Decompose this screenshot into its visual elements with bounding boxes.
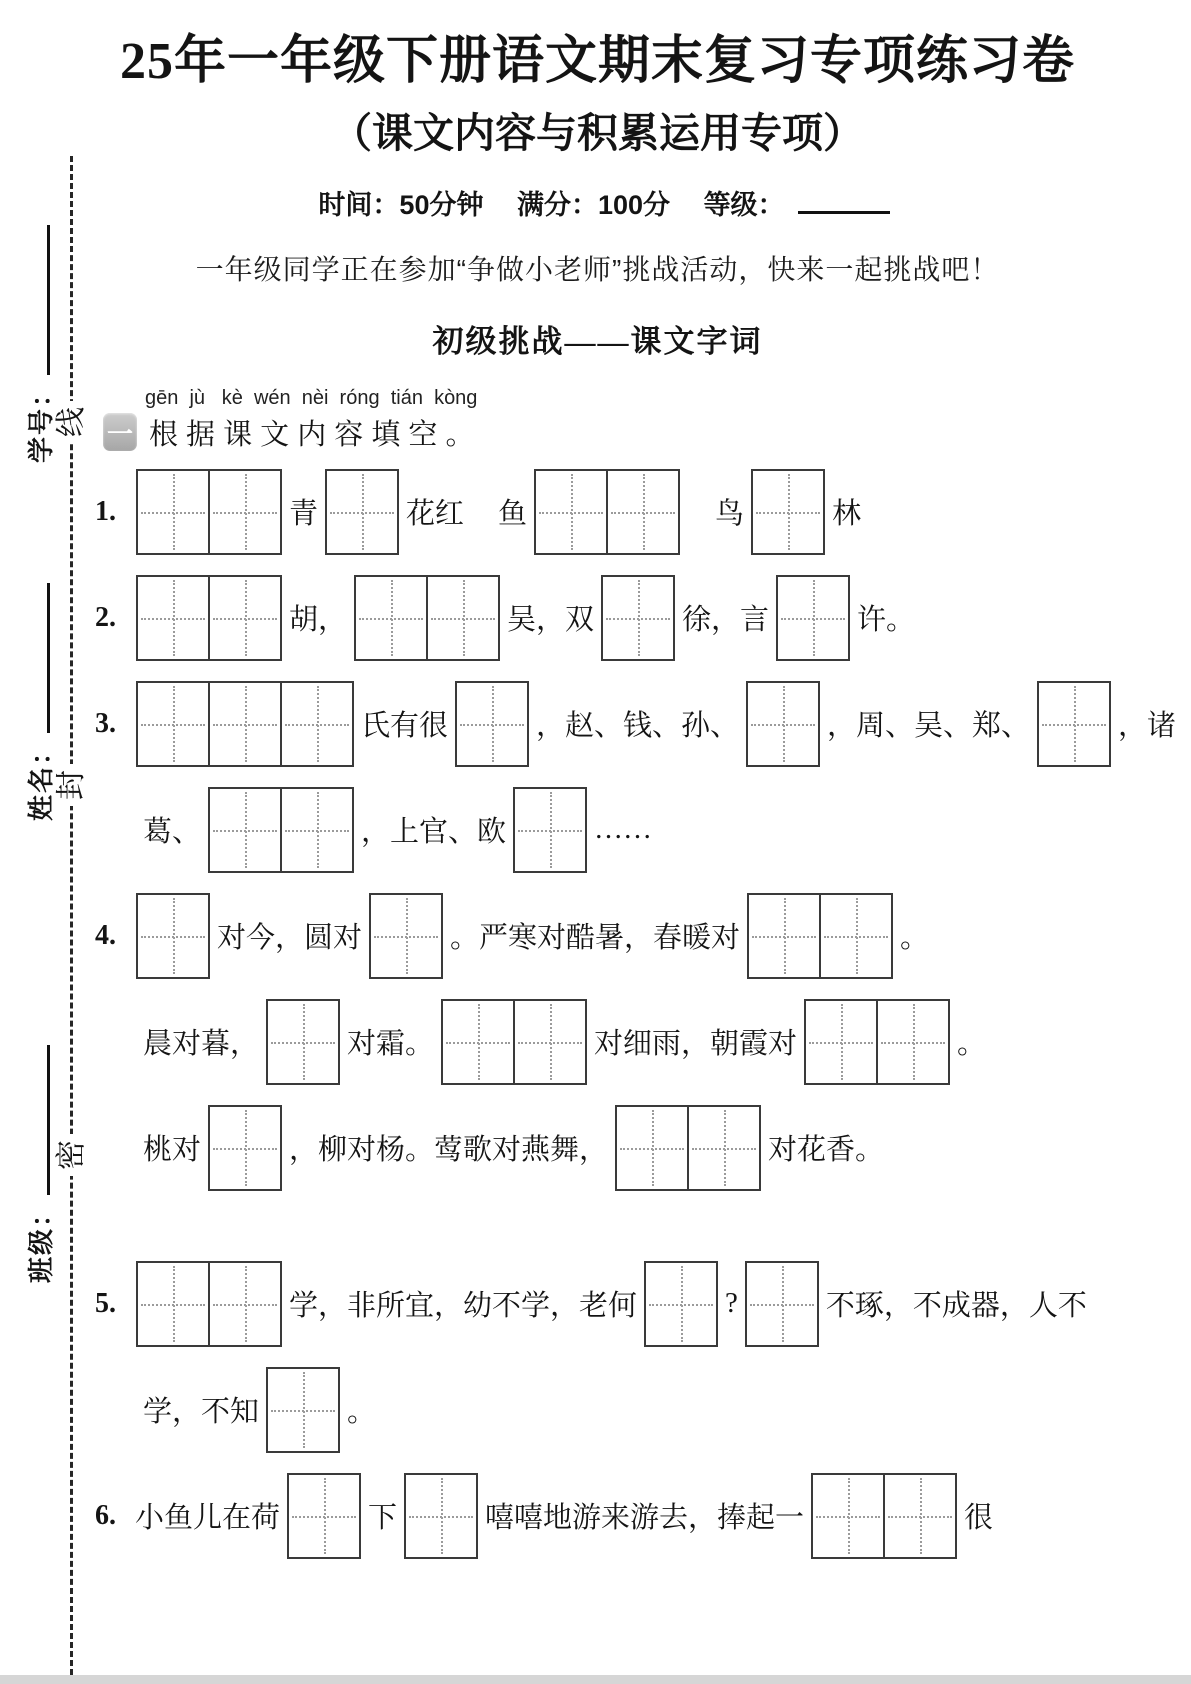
answer-box-group [404, 1473, 478, 1559]
question-text: 葛、 [143, 816, 202, 849]
question-text: 。 [347, 1396, 377, 1429]
question-text: 吴，双 [507, 604, 595, 637]
answer-box-group [325, 469, 399, 555]
question-number: 2. [95, 601, 116, 633]
question-text: ? [725, 1287, 738, 1320]
student-number-blank-line [25, 225, 50, 375]
question-4-line-3 [140, 1105, 1100, 1191]
question-text: 对今，圆对 [217, 922, 363, 955]
seal-char-xian: 线 [50, 401, 94, 443]
writing-box [369, 893, 443, 979]
answer-box-group [811, 1473, 957, 1559]
exercise-heading-row [103, 412, 1100, 453]
answer-box-group [751, 469, 825, 555]
writing-box [136, 893, 210, 979]
answer-box-group [776, 575, 850, 661]
page-bottom-edge [0, 1675, 1191, 1684]
answer-box-group [266, 999, 340, 1085]
writing-box [354, 575, 428, 661]
writing-box [287, 1473, 361, 1559]
answer-box-group [644, 1261, 718, 1347]
answer-box-group [1037, 681, 1111, 767]
writing-box [1037, 681, 1111, 767]
writing-box [441, 999, 515, 1085]
answer-box-group [136, 469, 282, 555]
answer-box-group [354, 575, 500, 661]
name-label: 姓名： [27, 736, 56, 821]
writing-box [208, 1261, 282, 1347]
writing-box [280, 681, 354, 767]
writing-box [426, 575, 500, 661]
writing-box [745, 1261, 819, 1347]
question-text: 鱼 [498, 498, 528, 531]
question-text: 。 [957, 1028, 987, 1061]
question-text: 嘻嘻地游来游去，捧起一 [485, 1502, 805, 1535]
writing-box [883, 1473, 957, 1559]
question-text: 鸟 [715, 498, 745, 531]
writing-box [136, 469, 210, 555]
writing-box [208, 469, 282, 555]
answer-box-group [746, 681, 820, 767]
pinyin-line: gēn jù kè wén nèi róng tián kòng [145, 386, 478, 409]
writing-box [266, 999, 340, 1085]
writing-box [687, 1105, 761, 1191]
question-number: 6. [95, 1499, 116, 1531]
name-blank-line [25, 583, 50, 733]
exam-meta [95, 183, 1100, 222]
answer-box-group [208, 787, 354, 873]
question-1-line-1 [95, 469, 1100, 555]
writing-box [811, 1473, 885, 1559]
answer-box-group [136, 893, 210, 979]
seal-char-feng: 封 [50, 764, 94, 806]
writing-box [280, 787, 354, 873]
question-3-line-1 [95, 681, 1177, 767]
answer-box-group [441, 999, 587, 1085]
writing-box [776, 575, 850, 661]
answer-box-group [136, 681, 354, 767]
writing-box [746, 681, 820, 767]
writing-box [747, 893, 821, 979]
answer-box-group [747, 893, 893, 979]
question-number: 5. [95, 1287, 116, 1319]
writing-box [819, 893, 893, 979]
worksheet [95, 0, 1177, 1579]
seal-char-mi: 密 [50, 1134, 94, 1176]
question-text: ，赵、钱、孙、 [536, 710, 740, 743]
answer-box-group [615, 1105, 761, 1191]
question-text: 花红 [406, 498, 465, 531]
writing-box [644, 1261, 718, 1347]
question-2-line-1 [95, 575, 1100, 661]
answer-box-group [455, 681, 529, 767]
question-text: 桃对 [143, 1134, 202, 1167]
seal-dashed-line [70, 156, 73, 1684]
answer-box-group [208, 1105, 282, 1191]
question-4-line-2 [140, 999, 1100, 1085]
question-text: 不琢，不成器，人不 [825, 1290, 1087, 1323]
question-text: 学，不知 [143, 1396, 260, 1429]
writing-box [513, 787, 587, 873]
writing-box [513, 999, 587, 1085]
exercise-heading: 根 据 课 文 内 容 填 空 。 [149, 418, 475, 451]
answer-box-group [534, 469, 680, 555]
writing-box [751, 469, 825, 555]
question-text: 小鱼儿在荷 [135, 1502, 281, 1535]
answer-box-group [287, 1473, 361, 1559]
question-5-line-2 [140, 1367, 1100, 1453]
question-number: 3. [95, 707, 116, 739]
class-blank-line [25, 1045, 50, 1195]
question-text: 林 [832, 498, 862, 531]
answer-box-group [136, 1261, 282, 1347]
page-subtitle: （课文内容与积累运用专项） [331, 109, 864, 156]
student-number-label: 学号： [27, 378, 56, 463]
question-text: 晨对暮， [143, 1028, 260, 1061]
page-title: 25年一年级下册语文期末复习专项练习卷 [119, 33, 1075, 90]
question-4-line-1 [95, 893, 1100, 979]
question-text: 。 [900, 922, 930, 955]
writing-box [136, 575, 210, 661]
question-text: ，诸 [1118, 710, 1177, 743]
writing-box [208, 681, 282, 767]
question-text: ，周、吴、郑、 [827, 710, 1031, 743]
answer-box-group [369, 893, 443, 979]
answer-box-group [804, 999, 950, 1085]
question-text: 徐，言 [682, 604, 770, 637]
grade-label: 等级： [703, 189, 785, 220]
answer-box-group [136, 575, 282, 661]
answer-box-group [601, 575, 675, 661]
full-score-label: 满分：100分 [516, 189, 671, 220]
writing-box [876, 999, 950, 1085]
question-6-line-1 [95, 1473, 1100, 1559]
question-text: 氏有很 [361, 710, 449, 743]
challenge-intro: 一年级同学正在参加“争做小老师”挑战活动，快来一起挑战吧！ [195, 253, 1000, 285]
question-text: 对花香。 [768, 1134, 885, 1167]
writing-box [455, 681, 529, 767]
writing-box [136, 681, 210, 767]
writing-box [266, 1367, 340, 1453]
question-5-line-1 [95, 1261, 1100, 1347]
question-text: ，上官、欧 [361, 816, 507, 849]
question-text: 下 [368, 1502, 398, 1535]
writing-box [208, 787, 282, 873]
writing-box [534, 469, 608, 555]
writing-box [325, 469, 399, 555]
class-field [21, 1003, 55, 1283]
writing-box [804, 999, 878, 1085]
answer-box-group [513, 787, 587, 873]
class-label: 班级： [27, 1198, 56, 1283]
section-heading: 初级挑战——课文字词 [432, 323, 763, 359]
question-text: 学，非所宜，幼不学，老何 [289, 1290, 638, 1323]
writing-box [208, 575, 282, 661]
student-number-field [21, 183, 55, 463]
writing-box [136, 1261, 210, 1347]
writing-box [404, 1473, 478, 1559]
time-label: 时间：50分钟 [318, 189, 484, 220]
question-text: 青 [289, 498, 319, 531]
writing-box [601, 575, 675, 661]
question-text: ，柳对杨。莺歌对燕舞， [289, 1134, 609, 1167]
question-text: 胡， [289, 604, 348, 637]
question-number: 4. [95, 919, 116, 951]
question-text: 对细雨，朝霞对 [594, 1028, 798, 1061]
question-number: 1. [95, 495, 116, 527]
question-text: 对霜。 [347, 1028, 435, 1061]
grade-blank-line [798, 191, 890, 214]
question-text: 。严寒对酷暑，春暖对 [450, 922, 741, 955]
question-3-line-2 [140, 787, 1100, 873]
writing-box [208, 1105, 282, 1191]
answer-box-group [745, 1261, 819, 1347]
question-text: …… [594, 813, 653, 846]
writing-box [606, 469, 680, 555]
questions [95, 469, 1177, 1559]
writing-box [615, 1105, 689, 1191]
question-text: 许。 [857, 604, 916, 637]
question-text: 很 [964, 1502, 994, 1535]
name-field [21, 541, 55, 821]
answer-box-group [266, 1367, 340, 1453]
section-one-marker: 一 [103, 413, 137, 451]
